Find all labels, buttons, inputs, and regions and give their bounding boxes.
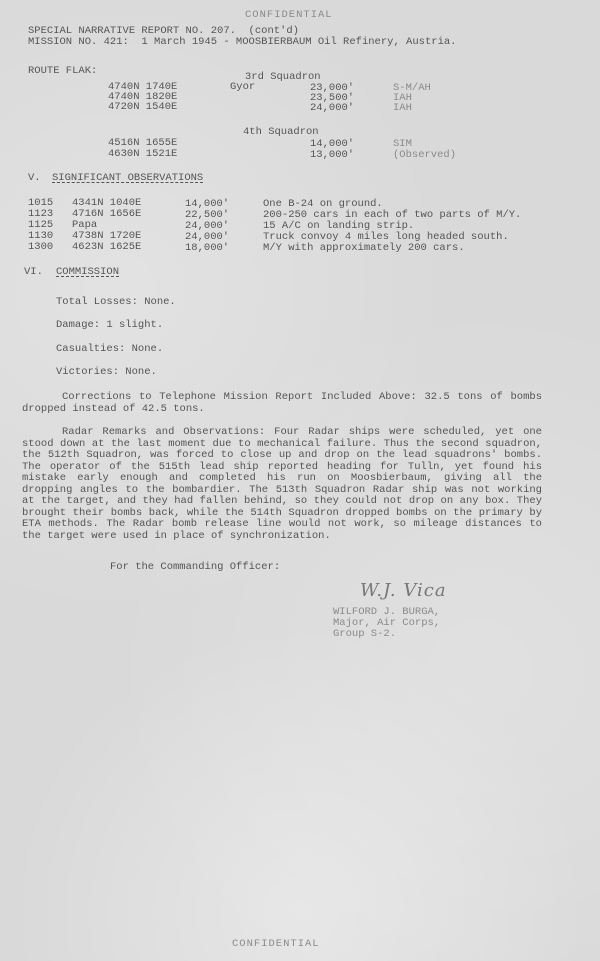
section-v-title: SIGNIFICANT OBSERVATIONS [52,172,204,184]
flak-type: SIM [393,138,412,150]
signatory-rank: Major, Air Corps, [333,617,441,629]
flak-type: IAH [393,92,412,104]
signatory-position: Group S-2. [333,628,397,640]
obs-note: One B-24 on ground. [263,198,383,210]
obs-coords: 4623N 1625E [72,241,142,253]
corrections-paragraph: Corrections to Telephone Mission Report Included Above: 32.5 tons of bombs dropped instead of 42.5 tons. [22,391,542,415]
flak-altitude: 14,000' [310,138,355,150]
damage: Damage: 1 slight. [56,319,164,331]
flak-coords: 4630N 1521E [108,148,178,160]
handwritten-signature: W.J. Vica [360,580,447,601]
route-flak-label: ROUTE FLAK: [28,65,98,77]
obs-note: M/Y with approximately 200 cars. [263,242,465,254]
flak-coords: 4720N 1540E [108,101,178,113]
for-commanding-officer: For the Commanding Officer: [110,561,281,573]
top-classification: CONFIDENTIAL [245,9,333,21]
obs-note: Truck convoy 4 miles long headed south. [263,231,509,243]
total-losses: Total Losses: None. [56,296,176,308]
obs-time: 1300 [28,241,54,253]
flak-location: Gyor [230,81,256,93]
flak-coords: 4740N 1820E [108,91,178,103]
squadron-heading-4th: 4th Squadron [243,126,319,138]
report-title: SPECIAL NARRATIVE REPORT NO. 207. (cont'd) [28,25,299,37]
obs-altitude: 14,000' [185,198,230,210]
obs-note: 15 A/C on landing strip. [263,220,415,232]
section-vi-title: COMMISSION [56,266,120,278]
obs-note: 200-250 cars in each of two parts of M/Y. [263,209,522,221]
obs-time: 1125 [28,219,54,231]
obs-altitude: 24,000' [185,220,230,232]
obs-altitude: 22,500' [185,209,230,221]
signatory-name: WILFORD J. BURGA, [333,606,441,618]
obs-coords: Papa [72,219,98,231]
obs-coords: 4341N 1040E [72,197,142,209]
flak-coords: 4740N 1740E [108,81,178,93]
obs-altitude: 18,000' [185,242,230,254]
section-v-numeral: V. [28,172,41,184]
bottom-classification: CONFIDENTIAL [232,938,320,950]
obs-coords: 4716N 1656E [72,208,142,220]
flak-type: IAH [393,102,412,114]
flak-type: (Observed) [393,149,457,161]
flak-altitude: 23,500' [310,92,355,104]
casualties: Casualties: None. [56,343,164,355]
victories: Victories: None. [56,366,157,378]
obs-altitude: 24,000' [185,231,230,243]
obs-coords: 4738N 1720E [72,230,142,242]
section-vi-numeral: VI. [24,266,43,278]
obs-time: 1015 [28,197,54,209]
flak-type: S-M/AH [393,82,431,94]
mission-line: MISSION NO. 421: 1 March 1945 - MOOSBIERBAUM Oil Refinery, Austria. [28,36,457,48]
flak-altitude: 23,000' [310,82,355,94]
obs-time: 1123 [28,208,54,220]
flak-altitude: 13,000' [310,149,355,161]
flak-coords: 4516N 1655E [108,137,178,149]
obs-time: 1130 [28,230,54,242]
radar-remarks-paragraph: Radar Remarks and Observations: Four Radar ships were scheduled, yet one stood down at the last moment due to mechanical failure. Thus the second squadron, the 512th Squadron, was forced to close up and drop on the lead squadrons' bombs. The operator of the 515th lead ship reported heading for Tulln, yet found his mistake early enough and completed his run on Moosbierbaum, giving all the dropping angles to the bombardier. The 513th Squadron Radar ship was not working at the target, and they had fallen behind, so they could not drop on any box. They brought their bombs back, while the 514th Squadron dropped bombs on the primary by ETA methods. The Radar bomb release line would not work, so mileage distances to the target were used in place of synchronization. [22,426,542,542]
flak-altitude: 24,000' [310,102,355,114]
squadron-heading-3rd: 3rd Squadron [245,71,321,83]
